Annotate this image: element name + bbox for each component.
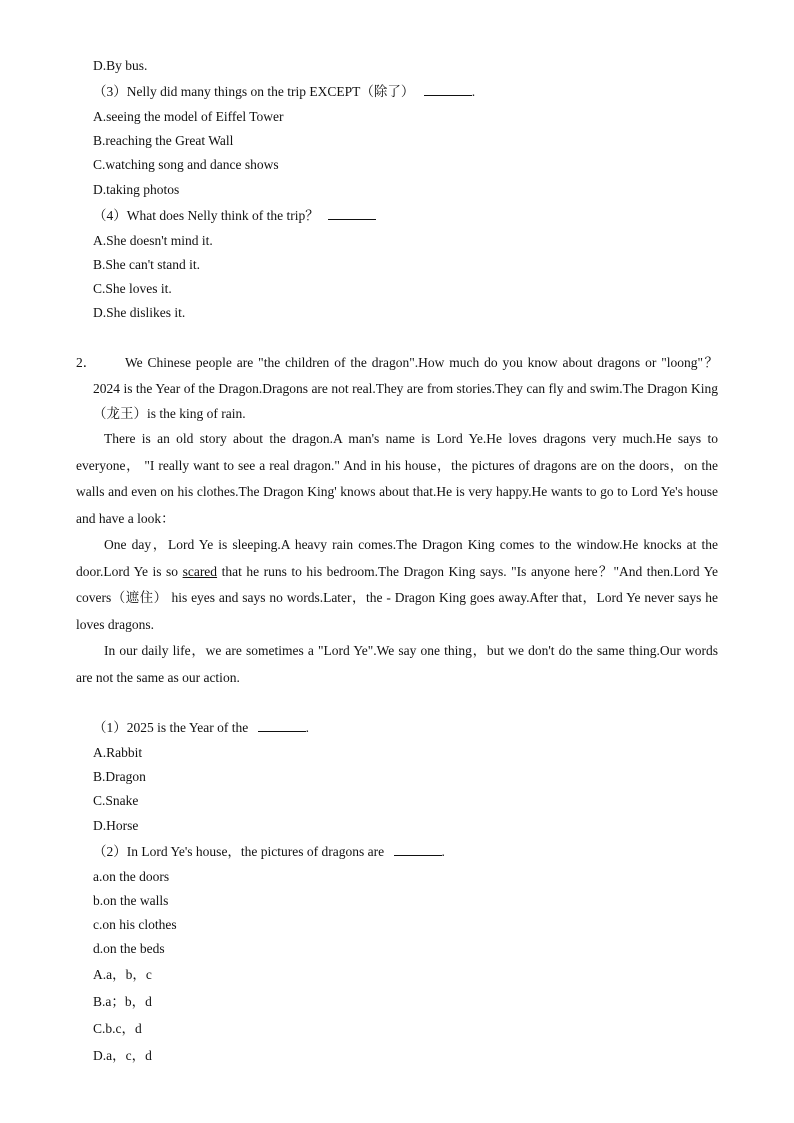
question-2-text: （2）In Lord Ye's house，the pictures of dragons are [93,844,385,859]
q2-option-a: A.a，b，c [93,967,152,982]
answer-blank[interactable] [328,206,376,220]
answer-blank[interactable] [258,718,306,732]
answer-blank[interactable] [424,82,472,96]
q2-option-d: D.a，c，d [93,1048,152,1063]
question-number: 2． [76,355,97,370]
passage-intro: We Chinese people are "the children of the dragon".How much do you know about dragons or "loong"？2024 is the Year of the Dragon.Dragons are not real.They are from stories.They can fly and swim.The Dragon King（龙王）is the king of rain. [93,355,718,421]
q4-option-b: B.She can't stand it. [93,257,201,272]
q2-item-d: d.on the beds [93,941,165,956]
q1-option-a: A.Rabbit [93,745,143,760]
passage-body [76,426,718,691]
q1-option-d: D.Horse [93,818,139,833]
q4-option-a: A.She doesn't mind it. [93,233,213,248]
q2-option-b: B.a；b，d [93,994,152,1009]
passage-paragraph-1: There is an old story about the dragon.A man's name is Lord Ye.He loves dragons very much.He says to everyone， "I really want to see a real dragon." And in his house，the pictures of dragons are on the doors，on the walls and even on his clothes.The Dragon King' knows about that.He is very happy.He wants to go to Lord Ye's house and have a look： [76,431,718,526]
q2-item-b: b.on the walls [93,893,169,908]
q2-item-a: a.on the doors [93,869,170,884]
question-4-text: （4）What does Nelly think of the trip？ [93,208,319,223]
q4-option-c: C.She loves it. [93,281,172,296]
underlined-word: scared [182,563,218,579]
q1-option-b: B.Dragon [93,769,146,784]
question-1-text: （1）2025 is the Year of the [93,720,249,735]
passage-paragraph-2: One day，Lord Ye is sleeping.A heavy rain comes.The Dragon King comes to the window.He knocks at the door.Lord Ye is so scared that he runs to his bedroom.The Dragon King says. "Is anyone here？"And then.Lord Ye covers（遮住） his eyes and says no words.Later，the - Dragon King goes away.After that，Lord Ye never says he loves dragons. [76,537,718,632]
q4-option-d: D.She dislikes it. [93,305,186,320]
question-1-stem [93,718,309,737]
q1-option-c: C.Snake [93,793,139,808]
q3-option-b: B.reaching the Great Wall [93,133,234,148]
question-1-end: . [305,720,309,735]
q3-option-c: C.watching song and dance shows [93,157,279,172]
q2-item-c: c.on his clothes [93,917,177,932]
q2-option-c: C.b.c，d [93,1021,142,1036]
question-2-end: . [441,844,445,859]
question-3-end: . [471,84,476,99]
question-4-stem [93,206,376,225]
passage-paragraph-3: In our daily life，we are sometimes a "Lord Ye".We say one thing，but we don't do the same thing.Our words are not the same as our action. [76,643,718,685]
option-d-previous: D.By bus. [93,58,148,73]
q3-option-d: D.taking photos [93,182,180,197]
question-2-stem [93,842,445,861]
answer-blank[interactable] [394,842,442,856]
question-3-text: （3）Nelly did many things on the trip EXCEPT（除了） [93,84,415,99]
question-3-stem [93,82,475,101]
q3-option-a: A.seeing the model of Eiffel Tower [93,109,284,124]
